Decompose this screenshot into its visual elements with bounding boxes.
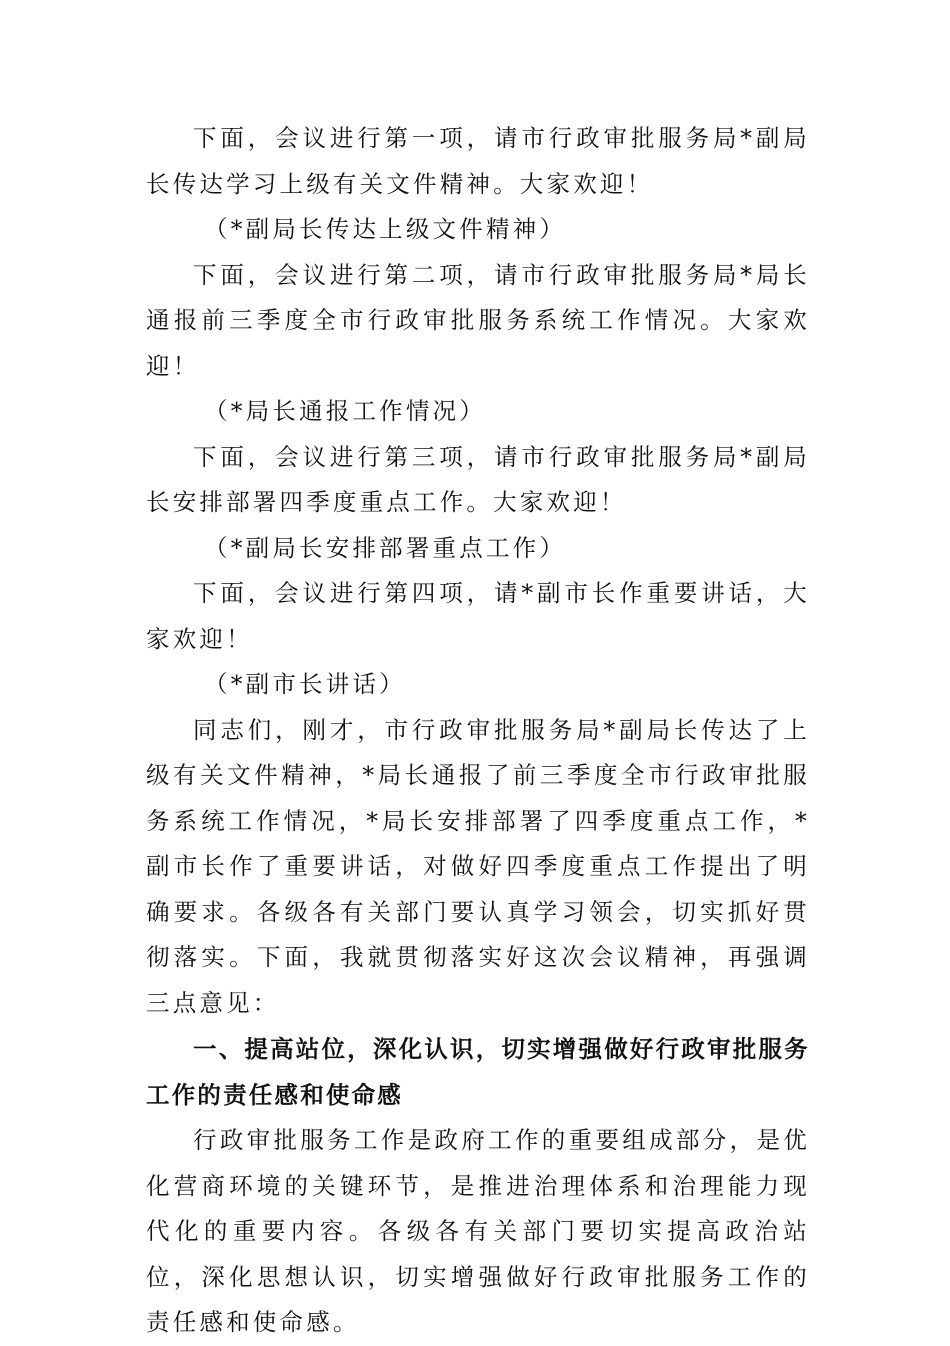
- paragraph-item-2: 下面，会议进行第二项，请市行政审批服务局*局长通报前三季度全市行政审批服务系统工作情况。大家欢迎！: [146, 260, 810, 380]
- paragraph-item-4: 下面，会议进行第四项，请*副市长作重要讲话，大家欢迎！: [146, 579, 810, 653]
- paragraph-item-1: 下面，会议进行第一项，请市行政审批服务局*副局长传达学习上级有关文件精神。大家欢迎！: [146, 124, 810, 198]
- paragraph-item-3: 下面，会议进行第三项，请市行政审批服务局*副局长安排部署四季度重点工作。大家欢迎！: [146, 442, 810, 516]
- document-page: [146, 116, 810, 1346]
- stage-direction-4: （*副市长讲话）: [204, 670, 406, 698]
- stage-direction-1: （*副局长传达上级文件精神）: [204, 215, 567, 243]
- paragraph-section-1: 行政审批服务工作是政府工作的重要组成部分，是优化营商环境的关键环节，是推进治理体系和治理能力现代化的重要内容。各级各有关部门要切实提高政治站位，深化思想认识，切实增强做好行政审批服务工作的责任感和使命感。: [146, 1126, 810, 1336]
- stage-direction-3: （*副局长安排部署重点工作）: [204, 533, 567, 562]
- section-heading-1: 一、提高站位，深化认识，切实增强做好行政审批服务工作的责任感和使命感: [146, 1035, 810, 1109]
- stage-direction-2: （*局长通报工作情况）: [204, 397, 486, 425]
- paragraph-summary: 同志们，刚才，市行政审批服务局*副局长传达了上级有关文件精神，*局长通报了前三季度全市行政审批服务系统工作情况，*局长安排部署了四季度重点工作，*副市长作了重要讲话，对做好四季度重点工作提出了明确要求。各级各有关部门要认真学习领会，切实抓好贯彻落实。下面，我就贯彻落实好这次会议精神，再强调三点意见：: [146, 715, 810, 1017]
